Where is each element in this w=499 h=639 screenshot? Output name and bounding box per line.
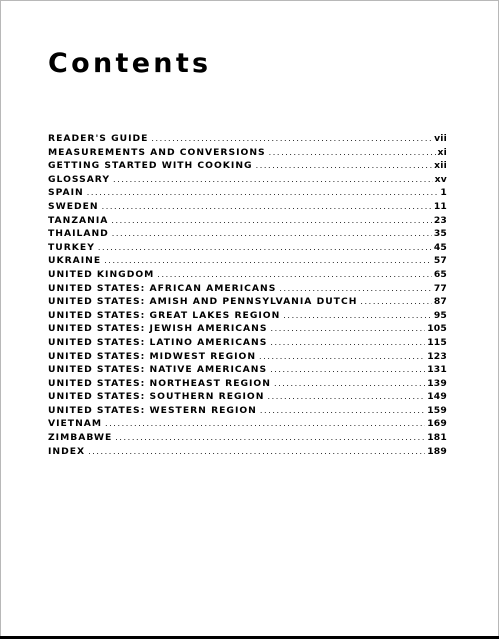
toc-entry-label: UNITED STATES: JEWISH AMERICANS [48,323,268,335]
toc-entry-label: SPAIN [48,187,84,199]
toc-dot-leader [269,146,436,160]
toc-entry-label: UNITED STATES: GREAT LAKES REGION [48,309,281,321]
toc-dot-leader [283,309,432,323]
toc-entry-page-number: 77 [433,282,447,294]
toc-entry-page-number: 87 [433,296,447,308]
toc-entry-label: UNITED STATES: MIDWEST REGION [48,350,257,362]
toc-entry[interactable] [48,214,447,228]
toc-entry-page-number: xi [437,146,447,158]
toc-entry-page-number: 181 [427,432,447,444]
toc-entry[interactable] [48,417,447,431]
toc-entry-page-number: 189 [427,445,447,457]
page-title: Contents [48,48,212,79]
toc-dot-leader [256,159,433,173]
toc-entry[interactable] [48,431,447,445]
toc-entry[interactable] [48,350,447,364]
toc-dot-leader [102,200,432,214]
toc-entry-label: UNITED KINGDOM [48,268,155,280]
toc-dot-leader [360,295,431,309]
toc-entry-page-number: 131 [427,364,447,376]
toc-dot-leader [104,254,432,268]
toc-entry-page-number: 149 [427,391,447,403]
toc-entry-label: VIETNAM [48,418,103,430]
toc-entry-label: INDEX [48,445,86,457]
toc-entry[interactable] [48,336,447,350]
toc-entry[interactable] [48,295,447,309]
toc-dot-leader [267,390,425,404]
toc-entry[interactable] [48,445,447,459]
toc-entry-label: ZIMBABWE [48,432,113,444]
toc-entry-page-number: 23 [433,214,447,226]
toc-entry-label: UNITED STATES: NATIVE AMERICANS [48,364,268,376]
toc-entry[interactable] [48,132,447,146]
toc-entry-label: UNITED STATES: AMISH AND PENNSYLVANIA DUTCH [48,296,358,308]
toc-entry-page-number: 169 [427,418,447,430]
toc-entry-label: READER'S GUIDE [48,133,149,144]
toc-entry[interactable] [48,159,447,173]
toc-entry[interactable] [48,200,447,214]
toc-dot-leader [112,227,432,241]
toc-entry[interactable] [48,363,447,377]
toc-entry-page-number: vii [434,133,447,144]
toc-entry[interactable] [48,390,447,404]
toc-dot-leader [270,363,425,377]
toc-entry-label: GETTING STARTED WITH COOKING [48,160,253,172]
toc-entry[interactable] [48,173,447,187]
toc-entry-label: UNITED STATES: AFRICAN AMERICANS [48,282,277,294]
toc-dot-leader [115,431,425,445]
toc-entry[interactable] [48,254,447,268]
toc-entry[interactable] [48,377,447,391]
toc-entry-label: SWEDEN [48,200,99,212]
toc-dot-leader [98,241,432,255]
toc-entry-label: UNITED STATES: LATINO AMERICANS [48,336,268,348]
toc-entry-page-number: 115 [427,336,447,348]
toc-entry-page-number: 45 [433,241,447,253]
toc-entry-page-number: 35 [433,228,447,240]
toc-entry[interactable] [48,404,447,418]
toc-entry-page-number: xii [434,160,447,172]
toc-dot-leader [259,350,425,364]
toc-entry-label: TANZANIA [48,214,109,226]
toc-entry[interactable] [48,186,447,200]
table-of-contents [48,132,447,458]
toc-dot-leader [260,404,425,418]
toc-dot-leader [157,268,432,282]
toc-entry[interactable] [48,322,447,336]
toc-entry-page-number: 1 [440,187,447,199]
toc-entry[interactable] [48,309,447,323]
toc-entry-page-number: 11 [433,200,447,212]
toc-entry[interactable] [48,241,447,255]
toc-entry-label: MEASUREMENTS AND CONVERSIONS [48,146,266,158]
toc-dot-leader [113,173,433,187]
toc-dot-leader [270,336,425,350]
toc-dot-leader [105,417,425,431]
toc-dot-leader [274,377,425,391]
toc-dot-leader [270,322,425,336]
toc-entry-page-number: 123 [427,350,447,362]
toc-dot-leader [88,445,425,459]
toc-entry-page-number: 159 [427,404,447,416]
toc-entry-label: UNITED STATES: NORTHEAST REGION [48,377,271,389]
toc-entry-page-number: 95 [433,309,447,321]
toc-entry-page-number: 65 [433,268,447,280]
toc-entry[interactable] [48,282,447,296]
toc-dot-leader [151,132,432,146]
toc-entry[interactable] [48,227,447,241]
toc-entry-label: GLOSSARY [48,173,111,185]
toc-entry-label: THAILAND [48,228,109,240]
toc-entry-label: UNITED STATES: WESTERN REGION [48,404,257,416]
toc-entry-page-number: 139 [427,377,447,389]
toc-dot-leader [279,282,431,296]
toc-entry-page-number: 57 [433,255,447,267]
toc-entry[interactable] [48,146,447,160]
toc-entry-page-number: 105 [427,323,447,335]
toc-entry-label: UKRAINE [48,255,102,267]
toc-entry-label: UNITED STATES: SOUTHERN REGION [48,391,265,403]
toc-dot-leader [111,214,431,228]
toc-entry-label: TURKEY [48,241,95,253]
toc-entry[interactable] [48,268,447,282]
toc-dot-leader [87,186,439,200]
toc-entry-page-number: xv [434,173,447,185]
